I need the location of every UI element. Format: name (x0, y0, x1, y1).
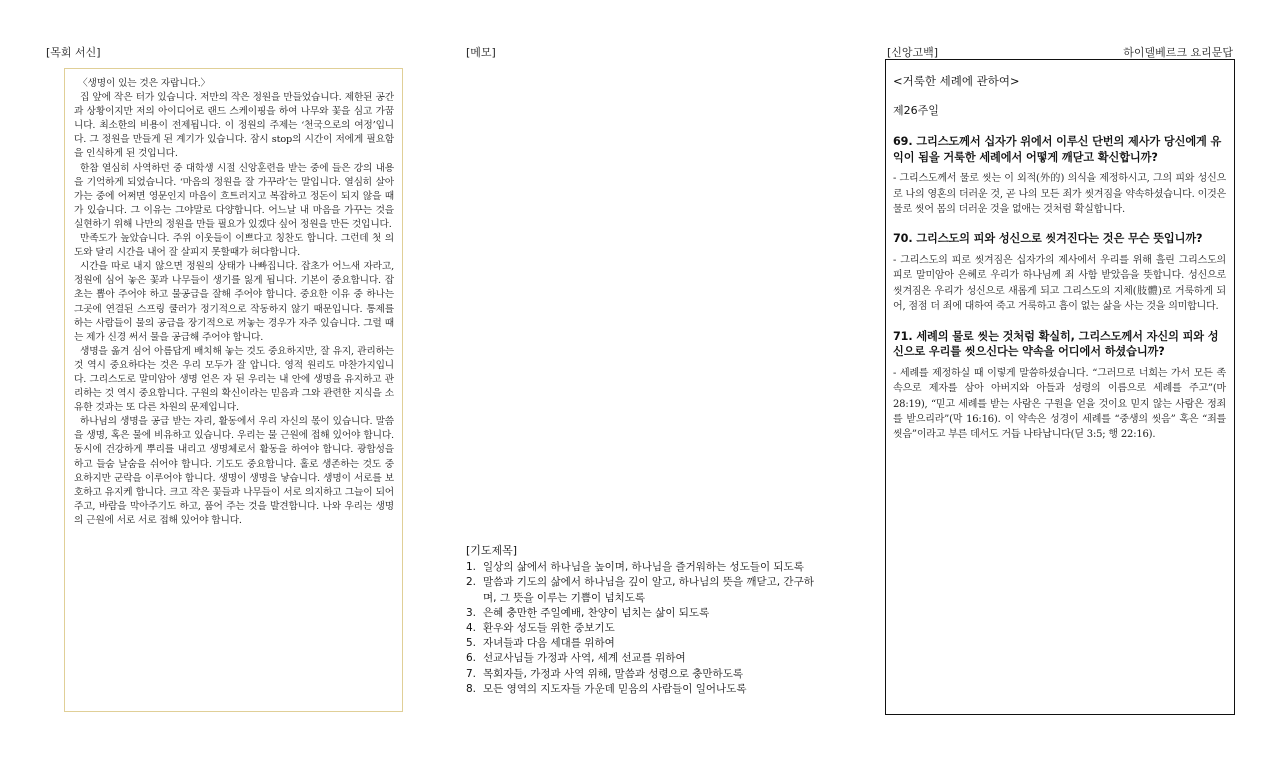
prayer-item (466, 621, 816, 636)
prayer-item-text: 은혜 충만한 주일예배, 찬양이 넘치는 삶이 되도록 (483, 606, 710, 619)
letter-paragraph: 한참 열심히 사역하던 중 대학생 시절 신앙훈련을 받는 중에 들은 강의 내용을 기억하게 되었습니다. ‘마음의 정원을 잘 가꾸라’는 말입니다. 열심히 살아가는 중에 어쩌면 영문인지 마음이 흐트러지고 복잡하고 정돈이 되지 않을 때가 있습니다. 그 이유는 그야말로 다양합니다. 어느날 내 마음을 가꾸는 것을 실현하기 위해 나만의 정원을 만들 필요가 있겠다 싶어 정원을 만든 것입니다. (74, 162, 394, 230)
prayer-item-text: 일상의 삶에서 하나님을 높이며, 하나님을 즐거워하는 성도들이 되도록 (483, 561, 804, 574)
prayer-item-number: 3. (466, 606, 477, 619)
creed-question: 70. 그리스도의 피와 성신으로 씻겨진다는 것은 무슨 뜻입니까? (893, 232, 1203, 246)
creed-week: 제26주일 (893, 104, 939, 117)
prayer-item-text: 자녀들과 다음 세대를 위하여 (483, 637, 615, 650)
prayer-item-number: 4. (466, 622, 477, 635)
pastor-letter-box (64, 68, 403, 712)
letter-paragraph: 시간을 따로 내지 않으면 정원의 상태가 나빠집니다. 잡초가 어느새 자라고, 정원에 심어 놓은 꽃과 나무들이 생기를 잃게 됩니다. 기본이 중요합니다. 잡초는 뽑아 주어야 하고 물공급을 잘해 주어야 합니다. 중요한 이유 중 하나는 그곳에 연결된 스프링 쿨러가 정기적으로 작동하지 않기 때문입니다. 통제를 하는 사람들이 물의 공급을 장기적으로 꺼놓는 경우가 자주 있습니다. 그럴 때는 제가 신경 써서 물을 공급해 주어야 합니다. (74, 261, 394, 343)
prayer-item-text: 목회자들, 가정과 사역 위해, 말씀과 성령으로 충만하도록 (483, 667, 743, 680)
creed-box (885, 59, 1235, 715)
letter-title: 〈생명이 있는 것은 자랍니다.〉 (78, 78, 211, 89)
prayer-item-number: 1. (466, 561, 477, 574)
creed-answer: - 그리스도께서 물로 씻는 이 외적(外的) 의식을 제정하시고, 그의 피와 성신으로 나의 영혼의 더러운 것, 곧 나의 모든 죄가 씻겨짐을 약속하셨습니다. 이것은 물로 씻어 몸의 더러운 것을 없애는 것처럼 확실합니다. (893, 173, 1226, 215)
prayer-item-number: 6. (466, 652, 477, 665)
prayer-item-number: 5. (466, 637, 477, 650)
creed-answer: - 세례를 제정하실 때 이렇게 말씀하셨습니다. “그러므로 너희는 가서 모든 족속으로 제자를 삼아 아버지와 아들과 성령의 이름으로 세례를 주고”(마 28:19), “믿고 세례를 받는 사람은 구원을 얻을 것이요 믿지 않는 사람은 정죄를 받으리라”(막 16:16). 이 약속은 성경이 세례를 “중생의 씻음” 혹은 “죄를 씻음”이라고 부른 데서도 거듭 나타납니다(딛 3:5; 행 22:16). (893, 367, 1226, 441)
prayer-item (466, 682, 816, 697)
prayer-item-text: 모든 영역의 지도자들 가운데 믿음의 사람들이 일어나도록 (483, 682, 747, 695)
prayer-item-number: 7. (466, 667, 477, 680)
creed-title: <거룩한 세례에 관하여> (893, 74, 1020, 88)
prayer-item-number: 8. (466, 682, 477, 695)
prayer-title: [기도제목] (466, 544, 518, 557)
prayer-list-section (466, 543, 816, 697)
prayer-item-text: 선교사님들 가정과 사역, 세계 선교를 위하여 (483, 652, 686, 665)
letter-paragraph: 집 앞에 작은 터가 있습니다. 저만의 작은 정원을 만들었습니다. 제한된 공간과 상황이지만 저의 아이디어로 랜드 스케이핑을 하여 나무와 꽃을 심고 가꿉니다. 최소한의 비용이 전제됩니다. 이 정원의 주제는 ‘천국으로의 여정’입니다. 그 정원을 만들게 된 계기가 있습니다. 잠시 stop의 시간이 저에게 필요함을 인식하게 된 것입니다. (74, 92, 394, 160)
prayer-item (466, 651, 816, 666)
catechism-label: 하이델베르크 요리문답 (1123, 46, 1233, 59)
prayer-item-number: 2. (466, 576, 477, 589)
prayer-item-text: 환우와 성도들 위한 중보기도 (483, 622, 615, 635)
pastor-letter-label: [목회 서신] (46, 46, 101, 59)
creed-question: 71. 세례의 물로 씻는 것처럼 확실히, 그리스도께서 자신의 피와 성신으로 우리를 씻으신다는 약속을 어디에서 하셨습니까? (893, 329, 1219, 359)
prayer-list (466, 560, 816, 697)
creed-question: 69. 그리스도께서 십자가 위에서 이루신 단번의 제사가 당신에게 유익이 됨을 거룩한 세례에서 어떻게 깨닫고 확신합니까? (893, 135, 1222, 164)
letter-paragraph: 생명을 옮겨 심어 아름답게 배치해 놓는 것도 중요하지만, 잘 유지, 관리하는 것 역시 중요하다는 것은 우리 모두가 잘 압니다. 영적 원리도 마찬가지입니다. 그리스도로 말미암아 생명 얻은 자 된 우리는 내 안에 생명을 유지하고 관리하는 것 역시 중요합니다. 구원의 확신이라는 믿음과 그와 관련한 지식을 소유한 것과는 또 다른 차원의 문제입니다. (74, 345, 394, 414)
prayer-item (466, 575, 816, 605)
prayer-item (466, 636, 816, 651)
prayer-item-text: 말씀과 기도의 삶에서 하나님을 깊이 알고, 하나님의 뜻을 깨닫고, 간구하며, 그 뜻을 이루는 기쁨이 넘치도록 (483, 576, 814, 604)
creed-answer: - 그리스도의 피로 씻겨짐은 십자가의 제사에서 우리를 위해 흘린 그리스도의 피로 말미암아 은혜로 우리가 하나님께 죄 사함 받았음을 뜻합니다. 성신으로 씻겨짐은 우리가 성신으로 새롭게 되고 그리스도의 지체(肢體)로 거룩하게 되어, 점점 더 죄에 대하여 죽고 거룩하고 흠이 없는 삶을 사는 것을 의미합니다. (893, 255, 1226, 313)
prayer-item (466, 606, 816, 621)
prayer-item (466, 667, 816, 682)
prayer-item (466, 560, 816, 575)
memo-label: [메모] (466, 46, 496, 59)
creed-label: [신앙고백] (887, 46, 939, 59)
letter-paragraph: 하나님의 생명을 공급 받는 자리, 활동에서 우리 자신의 몫이 있습니다. 말씀을 생명, 혹은 물에 비유하고 있습니다. 우리는 물 근원에 접해 있어야 합니다. 동시에 건강하게 뿌리를 내리고 생명체로서 활동을 하여야 합니다. 광합성을 하고 들숨 날숨을 쉬어야 합니다. 기도도 중요합니다. 홀로 생존하는 것도 중요하지만 군락을 이루어야 합니다. 생명이 생명을 낳습니다. 생명이 서로를 보호하고 유지케 합니다. 크고 작은 꽃들과 나무들이 서로 의지하고 그늘이 되어 주고, 바람을 막아주기도 하고, 품어 주는 것을 발견합니다. 나와 우리는 생명의 근원에 서로 서로 접해 있어야 합니다. (74, 416, 394, 526)
letter-paragraph: 만족도가 높았습니다. 주위 이웃들이 이쁘다고 칭찬도 합니다. 그런데 첫 의도와 달리 시간을 내어 잘 살피지 못할때가 허다합니다. (74, 233, 394, 259)
